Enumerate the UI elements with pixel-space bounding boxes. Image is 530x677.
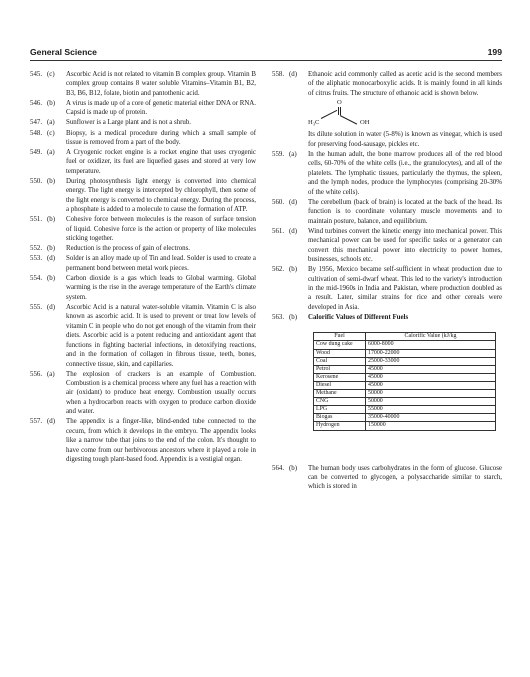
answer-option: (d) <box>289 227 298 235</box>
answer-option: (d) <box>47 303 56 311</box>
question-number: 558. <box>272 71 285 78</box>
answer-explanation: Ascorbic Acid is not related to vitamin B complex group. Vitamin B complex group contains 8 water soluble Vitamins–Vitamin B1, B2, B3, B6, B12, folate, biotin and pantothenic acid. <box>66 71 256 97</box>
question-number: 551. <box>30 216 43 224</box>
question-number: 552. <box>30 245 43 253</box>
calorific-value-cell: 150000 <box>366 422 496 430</box>
answer-option: (a) <box>289 150 297 158</box>
table-row <box>314 414 496 422</box>
question-number: 560. <box>272 198 285 206</box>
answer-entry <box>272 227 502 265</box>
calorific-value-cell: 6000-8000 <box>366 341 496 349</box>
answer-entry <box>30 70 256 98</box>
answer-explanation: Ascorbic Acid is a natural water-soluble vitamin. Vitamin C is also known as ascorbic acid. It is used to prevent or treat low levels of vitamin C in people who do not get enough of the vitamin from their diets. Ascorbic acid is a potent reducing and antioxidant agent that functions in fighting bacterial infections, in detoxifying reactions, and in the formation of collagen in fibrous tissue, teeth, bones, connective tissue, skin, and capillaries. <box>66 303 256 368</box>
calorific-value-cell: 17000-22000 <box>366 349 496 357</box>
answer-explanation: Sunflower is a Large plant and is not a shrub. <box>66 119 192 127</box>
question-number: 546. <box>30 99 43 107</box>
calorific-value-cell: 45000 <box>366 373 496 381</box>
answer-entry <box>30 177 256 215</box>
fuel-name-cell: Kerosene <box>314 373 366 381</box>
question-number: 553. <box>30 255 43 263</box>
table-row <box>314 349 496 357</box>
table-row <box>314 381 496 389</box>
fuel-name-cell: CNG <box>314 398 366 406</box>
answer-entry-558-continued <box>272 130 502 149</box>
answer-entry-558 <box>272 70 502 98</box>
answer-explanation: Wind turbines convert the kinetic energy into mechanical power. This mechanical power can be used for specific tasks or a generator can convert this mechanical power into electricity to power homes, businesses, schools etc. <box>308 227 502 264</box>
answer-entry <box>30 118 256 127</box>
fuel-name-cell: Cow dung cake <box>314 341 366 349</box>
table-header-row <box>314 333 496 341</box>
ethanoic-acid-structure <box>308 99 388 129</box>
structure-hydroxyl-label: OH <box>360 119 370 127</box>
answer-explanation: The human body uses carbohydrates in the form of glucose. Glucose can be converted to glycogen, a polysaccharide similar to starch, which is stored in <box>308 464 502 491</box>
page-number: 199 <box>487 47 502 57</box>
right-column <box>272 70 502 492</box>
calorific-value-cell: 45000 <box>366 365 496 373</box>
question-number: 548. <box>30 129 43 137</box>
table-row <box>314 390 496 398</box>
column-header-fuel: Fuel <box>314 333 366 341</box>
question-number: 554. <box>30 274 43 282</box>
answer-option: (d) <box>289 71 298 78</box>
calorific-value-cell: 55000 <box>366 406 496 414</box>
answer-explanation: A virus is made up of a core of genetic material either DNA or RNA. Capsid is made up of protein. <box>66 99 257 117</box>
fuel-name-cell: Wood <box>314 349 366 357</box>
calorific-value-cell: 50000 <box>366 390 496 398</box>
answer-option: (b) <box>289 313 298 321</box>
question-number: 564. <box>272 464 285 472</box>
answer-entry <box>30 370 256 417</box>
single-bond-line <box>321 110 337 119</box>
question-number: 550. <box>30 177 43 185</box>
answer-explanation: The explosion of crackers is an example of Combustion. Combustion is a chemical process where any fuel has a reaction with air (oxidant) to produce heat energy. Combustion usually occurs when a hydrocarbon reacts with oxygen to produce carbon dioxide and water. <box>66 370 257 416</box>
answer-option: (b) <box>47 99 56 107</box>
answer-entry <box>30 254 256 273</box>
answer-explanation: Biopsy, is a medical procedure during which a small sample of tissue is removed from a part of the body. <box>66 129 256 146</box>
answer-option: (b) <box>47 274 56 282</box>
answer-entry <box>272 150 502 197</box>
answer-explanation: Carbon dioxide is a gas which leads to Global warming. Global warming is the rise in the average temperature of the Earth's climate system. <box>66 274 256 301</box>
question-number: 549. <box>30 149 43 156</box>
page-header <box>30 47 502 61</box>
fuel-name-cell: Diesel <box>314 381 366 389</box>
answer-entry <box>30 99 256 118</box>
calorific-value-cell: 25000-33000 <box>366 357 496 365</box>
answer-entry <box>30 244 256 253</box>
table-row <box>314 357 496 365</box>
answer-explanation: Cohesive force between molecules is the reason of surface tension of liquid. Cohesive force is the action or property of like molecules sticking together. <box>66 216 256 243</box>
table-row <box>314 373 496 381</box>
answer-option: (b) <box>47 177 56 185</box>
answer-explanation: A Cryogenic rocket engine is a rocket engine that uses cryogenic fuel or oxidizer, its fuel are liquefied gases and stored at very low temperature. <box>66 149 256 175</box>
answer-entry <box>272 198 502 226</box>
answer-explanation: During photosynthesis light energy is converted into chemical energy. The light energy is intercepted by chlorophyll, then some of the light energy is converted to chemical energy. During the process, a phosphate is added to a molecule to cause the formation of ATP. <box>66 177 256 214</box>
answer-explanation: Its dilute solution in water (5-8%) is known as vinegar, which is used for preserving food-sausage, pickles etc. <box>308 131 502 148</box>
fuel-name-cell: Hydrogen <box>314 422 366 430</box>
answer-entry <box>30 274 256 302</box>
answer-option: (d) <box>47 418 56 426</box>
fuel-name-cell: LPG <box>314 406 366 414</box>
answer-option: (a) <box>47 149 55 156</box>
table-title: Calorific Values of Different Fuels <box>308 313 409 321</box>
question-number: 559. <box>272 150 285 158</box>
calorific-value-cell: 50000 <box>366 398 496 406</box>
question-number: 545. <box>30 71 43 78</box>
single-bond-line <box>340 115 357 125</box>
left-column <box>30 70 256 465</box>
double-bond-line <box>338 107 339 115</box>
answer-option: (d) <box>47 255 56 263</box>
answer-entry <box>30 417 256 464</box>
calorific-value-cell: 35000-40000 <box>366 414 496 422</box>
question-number: 547. <box>30 119 43 127</box>
right-entries <box>272 150 502 312</box>
answer-entry <box>30 303 256 369</box>
answer-explanation: By 1956, Mexico became self-sufficient in wheat production due to cultivation of semi-dwarf wheat. This led to the variety's introduction in the mid-1960s in India and Pakistan, where production doubled as a result. Later, similar strains for rice and other cereals were developed in Asia. <box>308 266 502 311</box>
question-number: 561. <box>272 227 285 235</box>
fuel-table-body <box>314 341 496 430</box>
header-rule <box>30 60 502 61</box>
answer-option: (a) <box>47 119 55 127</box>
answer-option: (a) <box>47 370 55 378</box>
table-row <box>314 365 496 373</box>
answer-option: (c) <box>47 129 55 137</box>
question-number: 562. <box>272 266 285 274</box>
answer-option: (b) <box>47 216 56 224</box>
table-row <box>314 398 496 406</box>
question-number: 555. <box>30 303 43 311</box>
section-title: General Science <box>30 47 97 57</box>
table-row <box>314 422 496 430</box>
fuel-name-cell: Biogas <box>314 414 366 422</box>
question-number: 556. <box>30 370 43 378</box>
answer-entry <box>30 215 256 243</box>
fuel-name-cell: Petrol <box>314 365 366 373</box>
answer-option: (b) <box>289 464 298 472</box>
answer-option: (b) <box>289 266 298 274</box>
answer-explanation: In the human adult, the bone marrow produces all of the red blood cells, 60-70% of the white cells (i.e., the granulocytes), and all of the platelets. The lymphatic tissues, particularly the thymus, the spleen, and the lymph nodes, produce the lymphocytes (comprising 20-30% of the white cells). <box>308 150 502 196</box>
answer-entry-563 <box>272 313 502 322</box>
question-number: 563. <box>272 313 285 321</box>
calorific-value-cell: 45000 <box>366 381 496 389</box>
structure-oxygen-label: O <box>337 99 342 107</box>
answer-explanation: The cerebellum (back of brain) is located at the back of the head. Its function is to coordinate voluntary muscle movements and to maintain posture, balance, and equilibrium. <box>308 198 502 225</box>
answer-entry-564 <box>272 464 502 492</box>
answer-entry <box>30 148 256 176</box>
answer-option: (d) <box>289 198 298 206</box>
answer-option: (b) <box>47 245 56 253</box>
structure-methyl-label: H₃C <box>308 119 320 127</box>
answer-entry <box>272 265 502 312</box>
fuel-calorific-table <box>313 332 496 430</box>
table-row <box>314 341 496 349</box>
answer-explanation: The appendix is a finger-like, blind-ended tube connected to the cecum, from which it develops in the embryo. The appendix looks like a narrow tube that joins to the end of the colon. It's thought to have come from our herbivorous ancestors where it played a role in digesting tough plant-based food. Appendix is a vestigial organ. <box>66 418 256 464</box>
table-row <box>314 406 496 414</box>
answer-explanation: Reduction is the process of gain of electrons. <box>66 245 190 253</box>
column-header-calorific-value: Calorific Value (kJ/kg <box>366 333 496 341</box>
fuel-name-cell: Coal <box>314 357 366 365</box>
answer-entry <box>30 129 256 148</box>
question-number: 557. <box>30 418 43 426</box>
answer-explanation: Ethanoic acid commonly called as acetic acid is the second members of the aliphatic monocarboxylic acids. It is mainly found in all kinds of citrus fruits. The structure of ethanoic acid is shown below. <box>308 71 502 97</box>
answer-explanation: Solder is an alloy made up of Tin and lead. Solder is used to create a permanent bond between metal work pieces. <box>66 255 256 272</box>
fuel-name-cell: Methane <box>314 390 366 398</box>
answer-option: (c) <box>47 71 55 78</box>
